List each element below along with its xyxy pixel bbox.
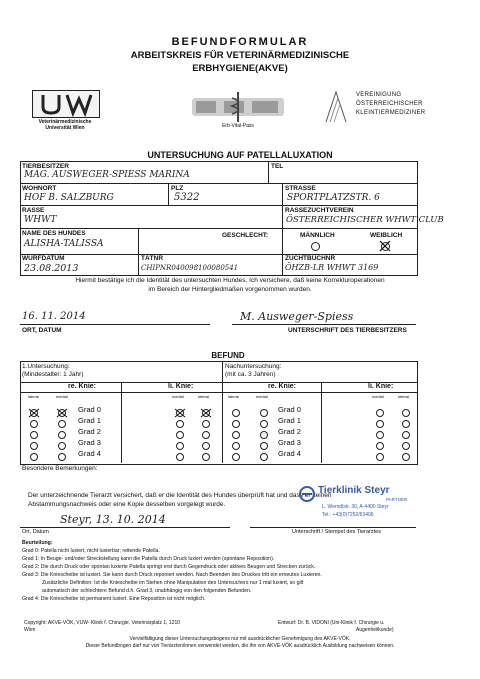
- nach-re-col2-radio[interactable]: [260, 420, 268, 428]
- vet-unterschrift-label: Unterschrift / Stempel des Tierarztes: [292, 529, 381, 535]
- tierbesitzer-field[interactable]: MAG. AUSWEGER-SPIESS MARINA: [24, 170, 190, 180]
- nach-li-col1-radio[interactable]: [376, 431, 384, 439]
- owner-date-field[interactable]: 16. 11. 2014: [22, 311, 86, 322]
- tel-label: TEL: [271, 163, 284, 170]
- chip-field[interactable]: CHIPNR040098100080541: [141, 264, 239, 272]
- footer-line-4: Dieser Befundbogen darf nur von Tierärzten/innen verwendet werden, die ihn von AKVE-VÖK ausdrücklich Ausbildung nachweisen können.: [85, 643, 395, 649]
- lat-4: lateral: [398, 394, 409, 399]
- notes-title: Beurteilung:: [22, 540, 53, 546]
- voek-line-2: ÖSTERREICHISCHER: [356, 101, 423, 107]
- lat-3: lateral: [228, 394, 239, 399]
- form-subtitle-1: ARBEITSKREIS FÜR VETERINÄRMEDIZINISCHE: [130, 50, 350, 61]
- erbvital-caption: Erb-Vital-Pass: [222, 123, 254, 129]
- erst-grade-label: Grad 1: [78, 416, 101, 425]
- footer-right-2: Augenheilkunde): [356, 627, 394, 633]
- erst-re-col1-radio[interactable]: [30, 442, 38, 450]
- note-5: Zusätzliche Definition: Ist die Kniescheibe im Stehen ohne Manipulation des Untersuchers nur 1 mal luxiert, so gilt: [42, 580, 304, 586]
- lat-2: lateral: [198, 394, 209, 399]
- vet-statement-2: Abstammungsnachweis oder eine Kopie desselben vorgelegt wurde.: [28, 501, 226, 508]
- maennlich-radio[interactable]: [311, 242, 320, 251]
- weiblich-radio[interactable]: [381, 242, 390, 251]
- nach-re-col2-radio[interactable]: [260, 442, 268, 450]
- nach-li-col2-radio[interactable]: [402, 453, 410, 461]
- tierbesitzer-label: TIERBESITZER: [22, 163, 69, 170]
- footer-left-1: Copyright: AKVE-VÖK, VUW- Klinik f. Chirurgie, Veterinärplatz 1, 1210: [24, 620, 181, 626]
- footer-left-2: Wien: [24, 627, 36, 633]
- note-2: Grad 1: In Beuge- und/oder Streckstellung kann die Patella durch Druck luxiert werden (spontane Reposition).: [22, 556, 275, 562]
- erst-li-col1-radio[interactable]: [176, 420, 184, 428]
- checked-mark-icon: [200, 408, 212, 418]
- footer-line-3: Vervielfältigung dieser Untersuchungsbogens nur mit ausdrücklicher Genehmigung des AKVE-VÖK.: [129, 636, 351, 642]
- besondere-label: Besondere Bemerkungen:: [22, 465, 98, 472]
- rasse-label: RASSE: [22, 207, 45, 214]
- checked-mark-icon: [56, 408, 68, 418]
- med-1: medial: [56, 394, 68, 399]
- note-6: automatisch der schlechtere Befund d.h. Grad 3, unabhängig von den folgenden Befunden.: [42, 588, 252, 594]
- verein-label: RASSEZUCHTVEREIN: [285, 207, 354, 214]
- wohnort-field[interactable]: HOF B. SALZBURG: [24, 193, 114, 203]
- unterschrift-label: UNTERSCHRIFT DES TIERBESITZERS: [288, 327, 407, 334]
- checked-mark-icon: [174, 408, 186, 418]
- nach-li-col2-radio[interactable]: [402, 442, 410, 450]
- lat-1: lateral: [28, 394, 39, 399]
- nach-li-col2-radio[interactable]: [402, 431, 410, 439]
- vet-ort-datum-label: Ort, Datum: [22, 529, 49, 535]
- checked-mark-icon: [379, 240, 391, 252]
- nach-re-col1-radio[interactable]: [232, 409, 240, 417]
- erst-li-col1-radio[interactable]: [176, 409, 184, 417]
- erst-re-col2-radio[interactable]: [58, 453, 66, 461]
- strasse-field[interactable]: SPORTPLATZSTR. 6: [287, 193, 380, 203]
- nach-grade-label: Grad 3: [278, 438, 301, 447]
- befund-title: BEFUND: [211, 351, 245, 360]
- med-4: medial: [372, 394, 384, 399]
- stamp-logo-icon: [298, 485, 316, 503]
- owner-signature[interactable]: M. Ausweger-Spiess: [240, 310, 354, 323]
- confirm-text-2: im Bereich der Hintergliedmaßen vorgenommen wurden.: [148, 286, 312, 293]
- nach-grade-label: Grad 4: [278, 449, 301, 458]
- nach-re-col1-radio[interactable]: [232, 442, 240, 450]
- erbvital-logo: [188, 92, 288, 136]
- nach-re-knie: re. Knie:: [268, 383, 297, 390]
- erst-li-col2-radio[interactable]: [202, 431, 210, 439]
- erst-grade-label: Grad 4: [78, 449, 101, 458]
- erst-li-col1-radio[interactable]: [176, 442, 184, 450]
- strasse-label: STRASSE: [285, 185, 316, 192]
- erst-grade-label: Grad 0: [78, 405, 101, 414]
- ort-datum-label: ORT, DATUM: [22, 327, 62, 334]
- vet-statement-1: Der unterzeichnende Tierarzt versichert, daß er die Identität des Hundes überprüft hat und dass er keinen: [28, 492, 332, 499]
- geschlecht-label: GESCHLECHT:: [222, 232, 269, 239]
- zuchtbuchnr-field[interactable]: ÖHZB-LR WHWT 3169: [285, 263, 379, 272]
- section-title: UNTERSUCHUNG AUF PATELLALUXATION: [147, 150, 333, 160]
- nach-re-col2-radio[interactable]: [260, 409, 268, 417]
- voek-mark-icon: [322, 90, 350, 124]
- zuchtbuchnr-label: ZUCHTBUCHNR: [285, 255, 336, 262]
- nach-re-col2-radio[interactable]: [260, 453, 268, 461]
- verein-field[interactable]: ÖSTERREICHISCHER WHWT CLUB: [286, 215, 444, 225]
- nach-li-col1-radio[interactable]: [376, 420, 384, 428]
- erst-re-col2-radio[interactable]: [58, 431, 66, 439]
- erst-re-col2-radio[interactable]: [58, 420, 66, 428]
- nach-re-col1-radio[interactable]: [232, 453, 240, 461]
- vuw-logo: [20, 90, 110, 140]
- erst-re-knie: re. Knie:: [68, 383, 97, 390]
- erst-re-col1-radio[interactable]: [30, 420, 38, 428]
- nach-re-col1-radio[interactable]: [232, 420, 240, 428]
- nach-label-2: (mit ca. 3 Jahren): [225, 371, 276, 378]
- erst-li-knie: li. Knie:: [168, 383, 194, 390]
- nach-grade-label: Grad 0: [278, 405, 301, 414]
- vuw-mark-icon: [33, 91, 99, 117]
- nach-li-knie: li. Knie:: [368, 383, 394, 390]
- erst-li-col1-radio[interactable]: [176, 431, 184, 439]
- note-4: Grad 3: Die Kniescheibe ist luxiert. Sie kann durch Druck reponiert werden. Nach Beenden des Druckes tritt ein erneutes Luxieren.: [22, 572, 322, 578]
- erst-label-1: 1.Untersuchung:: [22, 363, 70, 370]
- erst-li-col2-radio[interactable]: [202, 409, 210, 417]
- stamp-line-2: Tel.: +43(0)7252/63406: [322, 512, 374, 518]
- stamp-partner: PARTNER: [386, 497, 408, 502]
- med-3: medial: [256, 394, 268, 399]
- nach-label-1: Nachuntersuchung:: [225, 363, 282, 370]
- footer-right-1: Entwurf: Dr. B. VIDONI (Uni-Klinik f. Chirurgie u.: [278, 620, 385, 626]
- tel-field[interactable]: [285, 170, 405, 181]
- erst-label-2: (Mindestalter: 1 Jahr): [22, 371, 84, 378]
- nach-re-col1-radio[interactable]: [232, 431, 240, 439]
- nach-li-col1-radio[interactable]: [376, 442, 384, 450]
- vet-date-field[interactable]: Steyr, 13. 10. 2014: [60, 513, 166, 526]
- erst-re-col1-radio[interactable]: [30, 431, 38, 439]
- erst-grade-label: Grad 3: [78, 438, 101, 447]
- erst-li-col2-radio[interactable]: [202, 442, 210, 450]
- plz-field[interactable]: 5322: [174, 192, 200, 203]
- maennlich-label: MÄNNLICH: [300, 232, 335, 239]
- wurfdatum-label: WURFDATUM: [22, 255, 65, 262]
- form-subtitle-2: ERBHYGIENE(AKVE): [192, 63, 288, 74]
- stamp-title: Tierklinik Steyr: [318, 485, 390, 496]
- erst-li-col1-radio[interactable]: [176, 453, 184, 461]
- vuw-caption-1: Veterinärmedizinische: [38, 119, 92, 125]
- erst-li-col2-radio[interactable]: [202, 453, 210, 461]
- nach-li-col1-radio[interactable]: [376, 453, 384, 461]
- caduceus-logo-icon: [188, 92, 288, 122]
- note-3: Grad 2: Die durch Druck oder spontan luxierte Patella springt erst durch Gegendruck oder aktives Beugen und Strecken zurück.: [22, 564, 316, 570]
- nach-li-col2-radio[interactable]: [402, 409, 410, 417]
- form-title: BEFUNDFORMULAR: [171, 36, 309, 48]
- wurfdatum-field[interactable]: 23.08.2013: [24, 263, 79, 274]
- dog-name-field[interactable]: ALISHA-TALISSA: [24, 239, 104, 249]
- wohnort-label: WOHNORT: [22, 185, 57, 192]
- checked-mark-icon: [28, 408, 40, 418]
- med-2: medial: [172, 394, 184, 399]
- nach-li-col1-radio[interactable]: [376, 409, 384, 417]
- erst-li-col2-radio[interactable]: [202, 420, 210, 428]
- stamp-line-1: L. Werndlstr. 30, A-4400 Steyr: [322, 504, 389, 510]
- rasse-field[interactable]: WHWT: [24, 215, 57, 225]
- plz-label: PLZ: [171, 185, 184, 192]
- weiblich-label: WEIBLICH: [370, 232, 403, 239]
- confirm-text-1: Hiermit bestätige ich die Identität des untersuchten Hundes. Ich versichere, daß keine Korrekturoperationen: [75, 277, 385, 284]
- vet-stamp: [296, 483, 426, 525]
- erst-re-col1-radio[interactable]: [30, 409, 38, 417]
- erst-grade-label: Grad 2: [78, 427, 101, 436]
- voek-logo: [322, 88, 462, 132]
- nach-grade-label: Grad 2: [278, 427, 301, 436]
- erst-re-col2-radio[interactable]: [58, 409, 66, 417]
- taetnr-label: TÄTNR: [141, 255, 164, 262]
- name-label: NAME DES HUNDES: [22, 230, 86, 237]
- erst-re-col2-radio[interactable]: [58, 442, 66, 450]
- erst-re-col1-radio[interactable]: [30, 453, 38, 461]
- voek-line-3: KLEINTIERMEDIZINER: [356, 110, 426, 116]
- voek-line-1: VEREINIGUNG: [356, 92, 402, 98]
- nach-li-col2-radio[interactable]: [402, 420, 410, 428]
- note-7: Grad 4: Die Kniescheibe ist permanent luxiert. Eine Reposition ist nicht möglich.: [22, 596, 206, 602]
- vuw-caption-2: Universität Wien: [45, 125, 85, 131]
- note-1: Grad 0: Patella nicht luxiert, nicht luxierbar; reitende Patella.: [22, 548, 160, 554]
- nach-re-col2-radio[interactable]: [260, 431, 268, 439]
- nach-grade-label: Grad 1: [278, 416, 301, 425]
